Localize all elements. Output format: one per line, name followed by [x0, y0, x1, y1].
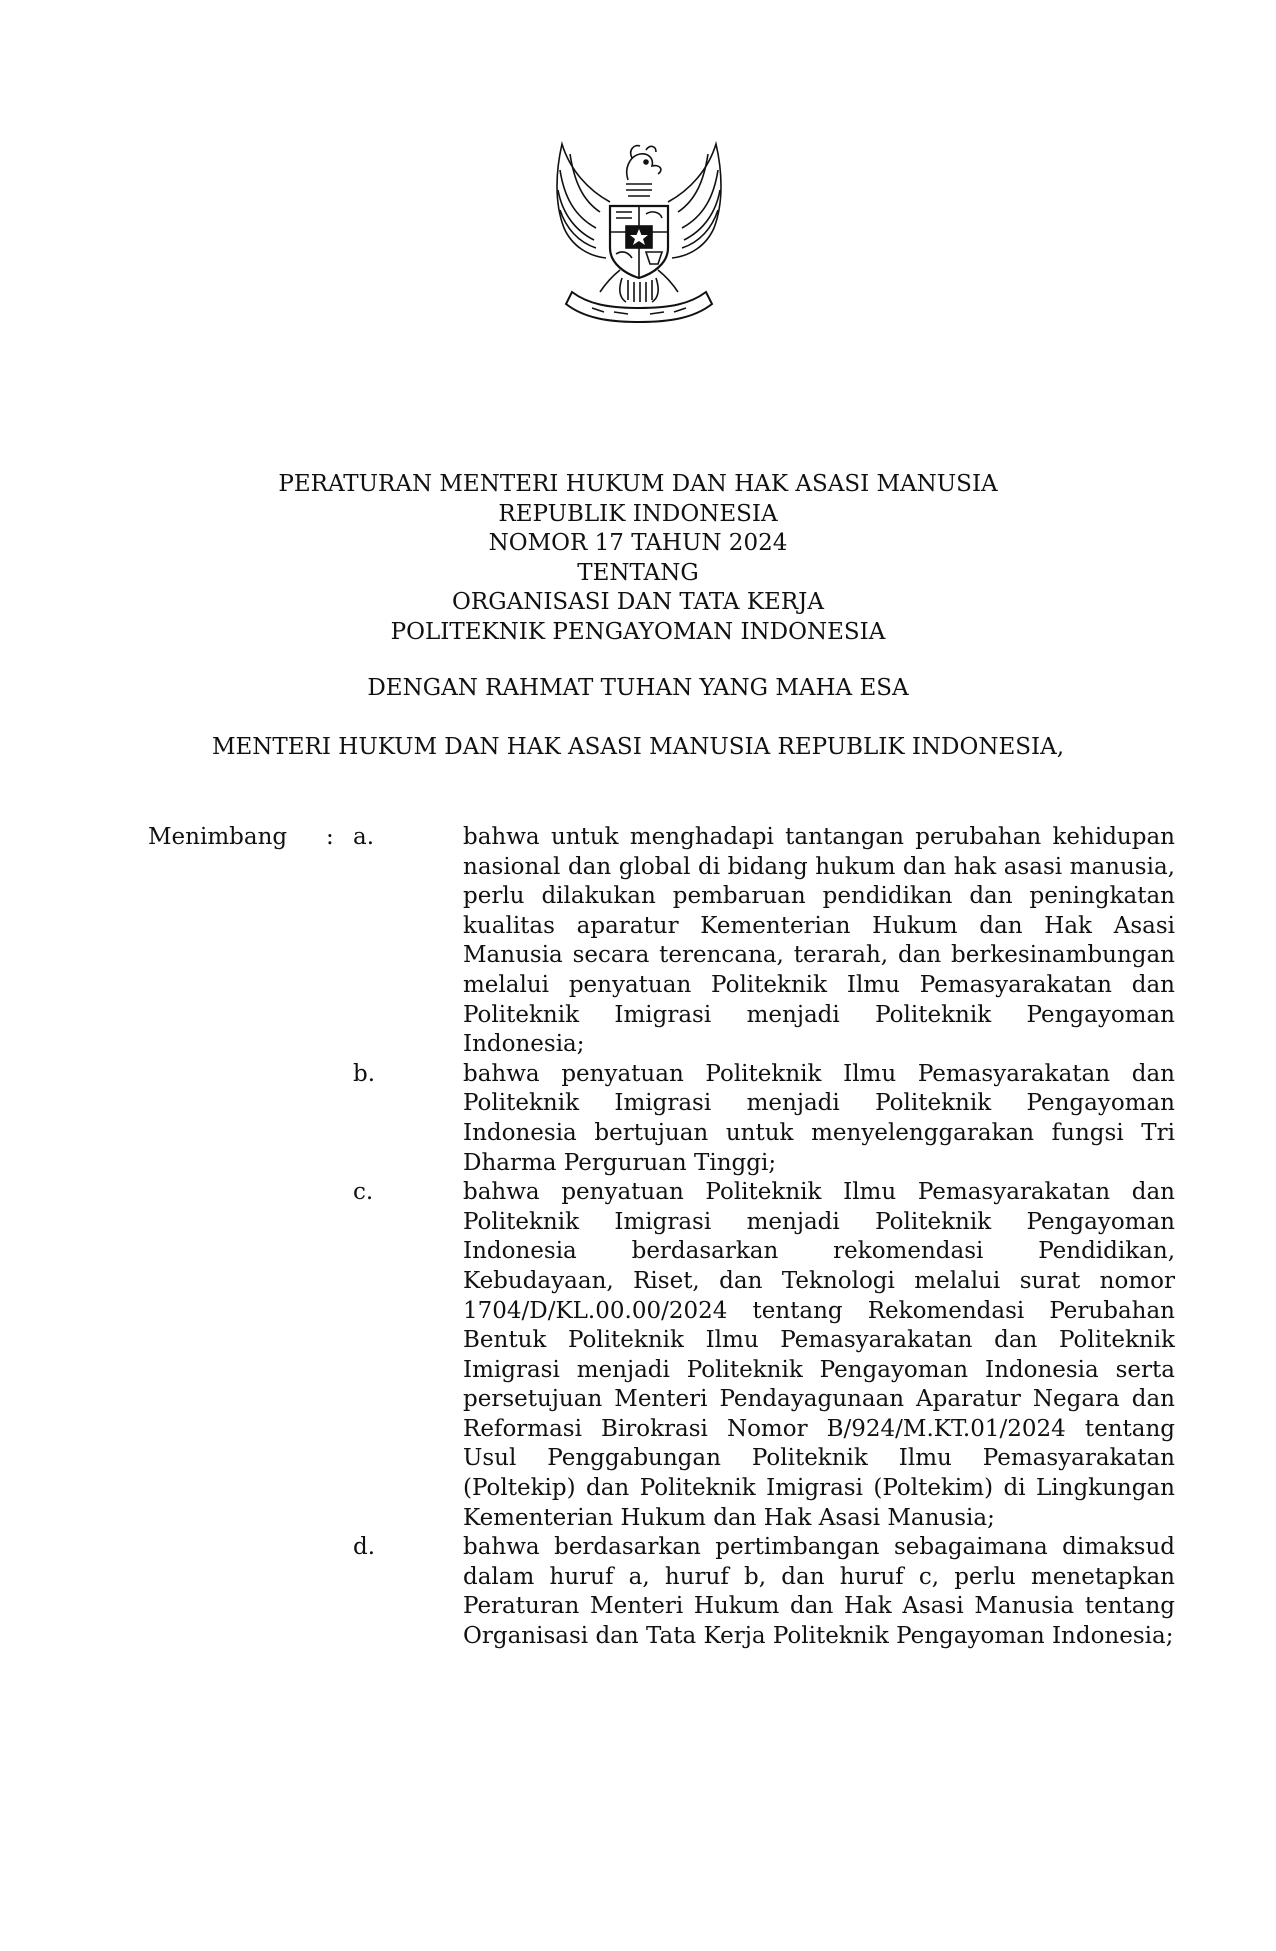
title-line-5: ORGANISASI DAN TATA KERJA [452, 589, 824, 616]
title-line-1: PERATURAN MENTERI HUKUM DAN HAK ASASI MANUSIA [278, 471, 998, 497]
item-text: bahwa berdasarkan pertimbangan sebagaimana dimaksud dalam huruf a, huruf b, dan huruf c, perlu menetapkan Peraturan Menteri Hukum dan Hak Asasi Manusia tentang Organisasi dan Tata Kerja Politeknik Pengayoman Indonesia; [463, 1534, 1175, 1650]
considering-colon: : [326, 824, 334, 850]
item-letter: d. [353, 1534, 376, 1561]
considering-item-a [353, 823, 1175, 1060]
title-line-4: TENTANG [577, 559, 699, 586]
minister-line: MENTERI HUKUM DAN HAK ASASI MANUSIA REPUBLIK INDONESIA, [211, 734, 1065, 761]
considering-items [353, 823, 1175, 1652]
item-text: bahwa penyatuan Politeknik Ilmu Pemasyarakatan dan Politeknik Imigrasi menjadi Politeknik Pengayoman Indonesia berdasarkan rekomendasi Pendidikan, Kebudayaan, Riset, dan Teknologi melalui surat nomor 1704/D/KL.00.00/2024 tentang Rekomendasi Perubahan Bentuk Politeknik Ilmu Pemasyarakatan dan Politeknik Imigrasi menjadi Politeknik Pengayoman Indonesia serta persetujuan Menteri Pendayagunaan Aparatur Negara dan Reformasi Birokrasi Nomor B/924/M.KT.01/2024 tentang Usul Penggabungan Politeknik Ilmu Pemasyarakatan (Poltekip) dan Politeknik Imigrasi (Poltekim) di Lingkungan Kementerian Hukum dan Hak Asasi Manusia; [463, 1179, 1175, 1531]
considering-label: Menimbang [148, 824, 288, 850]
item-letter: a. [353, 824, 375, 850]
considering-item-d [353, 1533, 1175, 1651]
considering-item-b [353, 1060, 1175, 1178]
item-text: bahwa untuk menghadapi tantangan perubahan kehidupan nasional dan global di bidang hukum dan hak asasi manusia, perlu dilakukan pembaruan pendidikan dan peningkatan kualitas aparatur Kementerian Hukum dan Hak Asasi Manusia secara terencana, terarah, dan berkesinambungan melalui penyatuan Politeknik Ilmu Pemasyarakatan dan Politeknik Imigrasi menjadi Politeknik Pengayoman Indonesia; [463, 824, 1175, 1058]
item-letter: b. [353, 1060, 376, 1087]
title-line-2: REPUBLIK INDONESIA [498, 500, 778, 527]
title-line-6: POLITEKNIK PENGAYOMAN INDONESIA [390, 618, 886, 645]
garuda-pancasila-emblem-icon [548, 140, 730, 326]
invocation: DENGAN RAHMAT TUHAN YANG MAHA ESA [367, 674, 909, 701]
item-letter: c. [353, 1179, 374, 1206]
item-text: bahwa penyatuan Politeknik Ilmu Pemasyarakatan dan Politeknik Imigrasi menjadi Politeknik Pengayoman Indonesia bertujuan untuk menyelenggarakan fungsi Tri Dharma Perguruan Tinggi; [463, 1060, 1175, 1176]
title-line-3: NOMOR 17 TAHUN 2024 [488, 530, 788, 557]
regulation-title-block [0, 470, 1276, 763]
considering-item-c [353, 1178, 1175, 1533]
